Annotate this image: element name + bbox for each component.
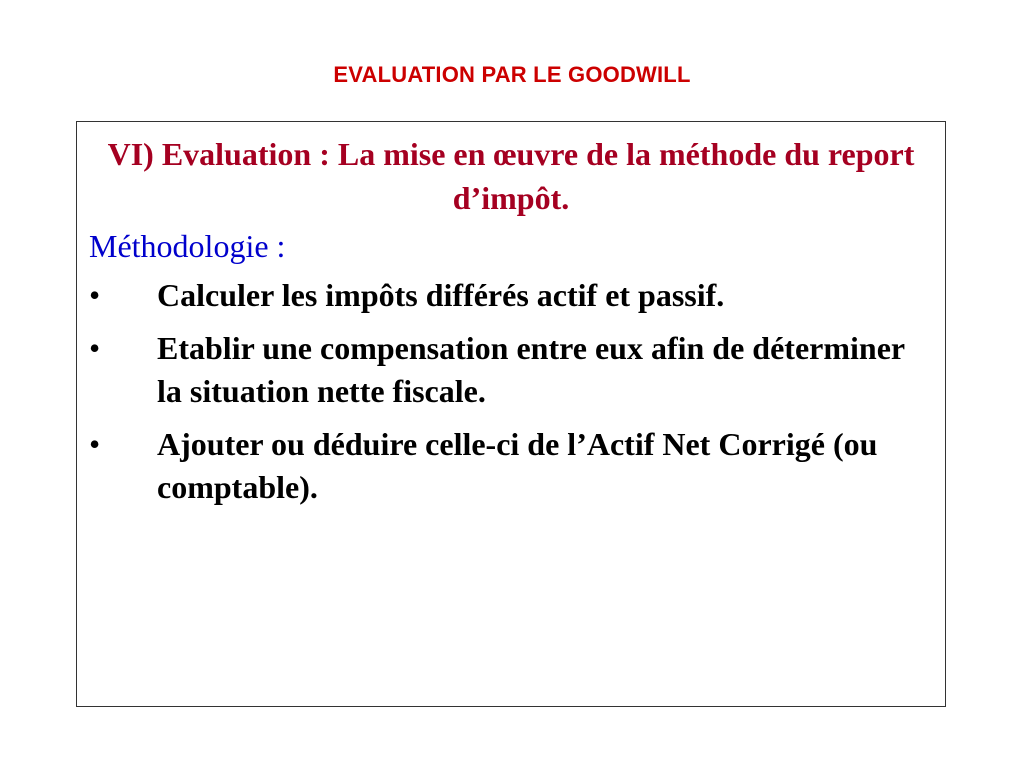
section-heading: VI) Evaluation : La mise en œuvre de la méthode du report d’impôt. <box>107 136 915 216</box>
bullet-text-3: Ajouter ou déduire celle-ci de l’Actif Net Corrigé (ou comptable). <box>157 426 878 505</box>
bullet-item-1 <box>77 274 945 317</box>
bullet-icon: • <box>89 277 101 313</box>
bullet-text-2: Etablir une compensation entre eux afin de déterminer la situation nette fiscale. <box>157 330 905 409</box>
content-box <box>76 121 946 707</box>
bullet-item-2 <box>77 327 945 413</box>
methodology-label: Méthodologie : <box>89 228 286 264</box>
bullet-text-1: Calculer les impôts différés actif et passif. <box>157 277 725 313</box>
slide-title: EVALUATION PAR LE GOODWILL <box>333 62 691 87</box>
bullet-item-3 <box>77 423 945 509</box>
bullet-list <box>77 274 945 509</box>
bullet-icon: • <box>89 426 101 462</box>
bullet-icon: • <box>89 330 101 366</box>
